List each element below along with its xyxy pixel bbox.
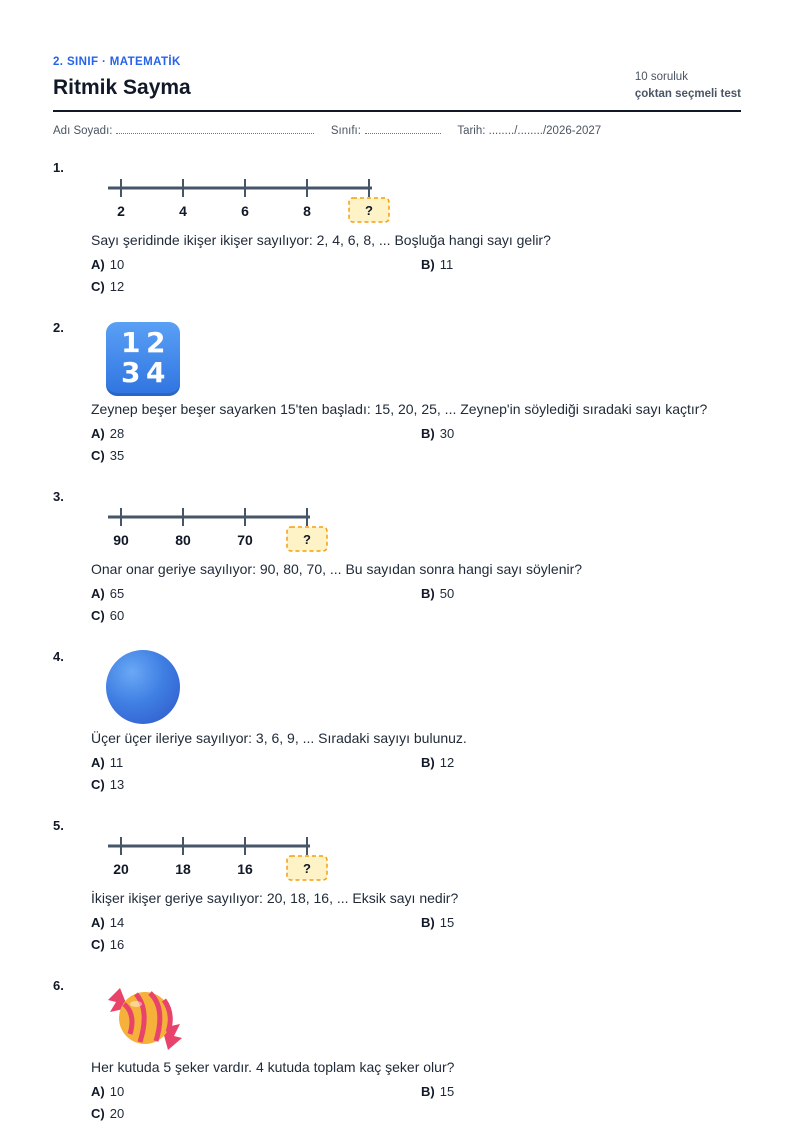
blue-circle-icon: [106, 650, 180, 724]
option-value: 16: [109, 937, 125, 952]
visual: [106, 650, 180, 724]
option-b[interactable]: [421, 257, 453, 272]
option-letter: C): [91, 777, 105, 792]
option-a[interactable]: [91, 1084, 124, 1099]
option-c[interactable]: [91, 937, 124, 952]
option-value: 20: [109, 1106, 125, 1121]
option-letter: A): [91, 1084, 105, 1099]
option-letter: A): [91, 755, 105, 770]
option-letter: C): [91, 608, 105, 623]
blank-mark: ?: [303, 861, 311, 876]
question-text: Onar onar geriye sayılıyor: 90, 80, 70, ... Bu sayıdan sonra hangi sayı söylenir?: [91, 561, 583, 577]
option-a[interactable]: [91, 915, 124, 930]
option-b[interactable]: [421, 426, 454, 441]
option-b[interactable]: [421, 586, 454, 601]
icon-digit: 1: [121, 326, 141, 359]
option-value: 30: [439, 426, 455, 441]
option-value: 15: [439, 915, 455, 930]
number-line-figure: [106, 505, 406, 557]
tick-label: 80: [175, 532, 191, 548]
option-letter: B): [421, 426, 435, 441]
option-value: 60: [109, 608, 125, 623]
icon-digit: 2: [146, 326, 166, 359]
question-text: İkişer ikişer geriye sayılıyor: 20, 18, 16, ... Eksik sayı nedir?: [91, 890, 459, 906]
option-letter: C): [91, 1106, 105, 1121]
option-c[interactable]: [91, 1106, 124, 1121]
tick-label: 8: [303, 203, 311, 219]
question-text: Her kutuda 5 şeker vardır. 4 kutuda toplam kaç şeker olur?: [91, 1059, 455, 1075]
question-number: 1.: [53, 160, 64, 175]
option-letter: C): [91, 937, 105, 952]
option-letter: B): [421, 1084, 435, 1099]
page-title: Ritmik Sayma: [53, 76, 191, 99]
option-letter: B): [421, 586, 435, 601]
name-label: Adı Soyadı:: [53, 125, 113, 137]
icon-digit: 4: [146, 356, 166, 389]
option-letter: A): [91, 257, 105, 272]
test-type: çoktan seçmeli test: [634, 88, 741, 100]
visual: [106, 322, 180, 396]
date-label: Tarih: ......../......../2026-2027: [457, 125, 602, 137]
number-line: [106, 505, 406, 562]
option-value: 13: [109, 777, 125, 792]
option-value: 15: [439, 1084, 455, 1099]
option-letter: C): [91, 279, 105, 294]
option-letter: C): [91, 448, 105, 463]
option-value: 28: [109, 426, 125, 441]
question-text: Üçer üçer ileriye sayılıyor: 3, 6, 9, ... Sıradaki sayıyı bulunuz.: [91, 730, 467, 746]
numbers-icon: [106, 322, 180, 396]
student-info-row: [53, 124, 753, 137]
option-value: 11: [109, 755, 124, 770]
blank-mark: ?: [303, 532, 311, 547]
class-label: Sınıfı:: [330, 125, 361, 137]
icon-digit: 3: [121, 356, 141, 389]
visual: [106, 978, 186, 1063]
candy-icon: [106, 978, 186, 1058]
option-c[interactable]: [91, 608, 124, 623]
option-b[interactable]: [421, 1084, 454, 1099]
option-value: 12: [439, 755, 455, 770]
option-value: 50: [439, 586, 455, 601]
question-text: Sayı şeridinde ikişer ikişer sayılıyor: 2, 4, 6, 8, ... Boşluğa hangi sayı gelir?: [91, 232, 551, 248]
number-line-figure: [106, 834, 406, 886]
question-number: 3.: [53, 489, 64, 504]
option-letter: A): [91, 915, 105, 930]
question-count: 10 soruluk: [634, 71, 688, 83]
number-line-figure: [106, 176, 406, 228]
option-letter: B): [421, 257, 435, 272]
option-letter: A): [91, 586, 105, 601]
question-number: 6.: [53, 978, 64, 993]
option-value: 10: [109, 1084, 125, 1099]
option-b[interactable]: [421, 755, 454, 770]
option-value: 12: [109, 279, 125, 294]
class-field[interactable]: [365, 124, 441, 134]
tick-label: 6: [241, 203, 249, 219]
option-value: 14: [109, 915, 125, 930]
number-line: [106, 176, 406, 233]
header-grade: 2. SINIF · MATEMATİK: [53, 56, 181, 68]
option-value: 10: [109, 257, 125, 272]
test-info: [635, 71, 741, 100]
option-c[interactable]: [91, 448, 124, 463]
option-a[interactable]: [91, 426, 124, 441]
number-line: [106, 834, 406, 891]
question-number: 2.: [53, 320, 64, 335]
header-divider: [53, 110, 741, 112]
tick-label: 18: [175, 861, 191, 877]
question-number: 5.: [53, 818, 64, 833]
option-letter: B): [421, 915, 435, 930]
question-text: Zeynep beşer beşer sayarken 15'ten başladı: 15, 20, 25, ... Zeynep'in söylediği sıradaki sayı kaçtır?: [91, 401, 708, 417]
option-a[interactable]: [91, 755, 123, 770]
tick-label: 16: [237, 861, 253, 877]
option-letter: B): [421, 755, 435, 770]
option-value: 11: [439, 257, 454, 272]
question-number: 4.: [53, 649, 64, 664]
candy-shine: [130, 1001, 142, 1007]
option-a[interactable]: [91, 586, 124, 601]
option-c[interactable]: [91, 279, 124, 294]
tick-label: 70: [237, 532, 253, 548]
tick-label: 90: [113, 532, 129, 548]
tick-label: 4: [179, 203, 187, 219]
option-letter: A): [91, 426, 105, 441]
blank-mark: ?: [365, 203, 373, 218]
option-value: 35: [109, 448, 125, 463]
option-c[interactable]: [91, 777, 124, 792]
option-value: 65: [109, 586, 125, 601]
option-a[interactable]: [91, 257, 124, 272]
option-b[interactable]: [421, 915, 454, 930]
tick-label: 2: [117, 203, 125, 219]
name-field[interactable]: [116, 124, 314, 134]
tick-label: 20: [113, 861, 129, 877]
